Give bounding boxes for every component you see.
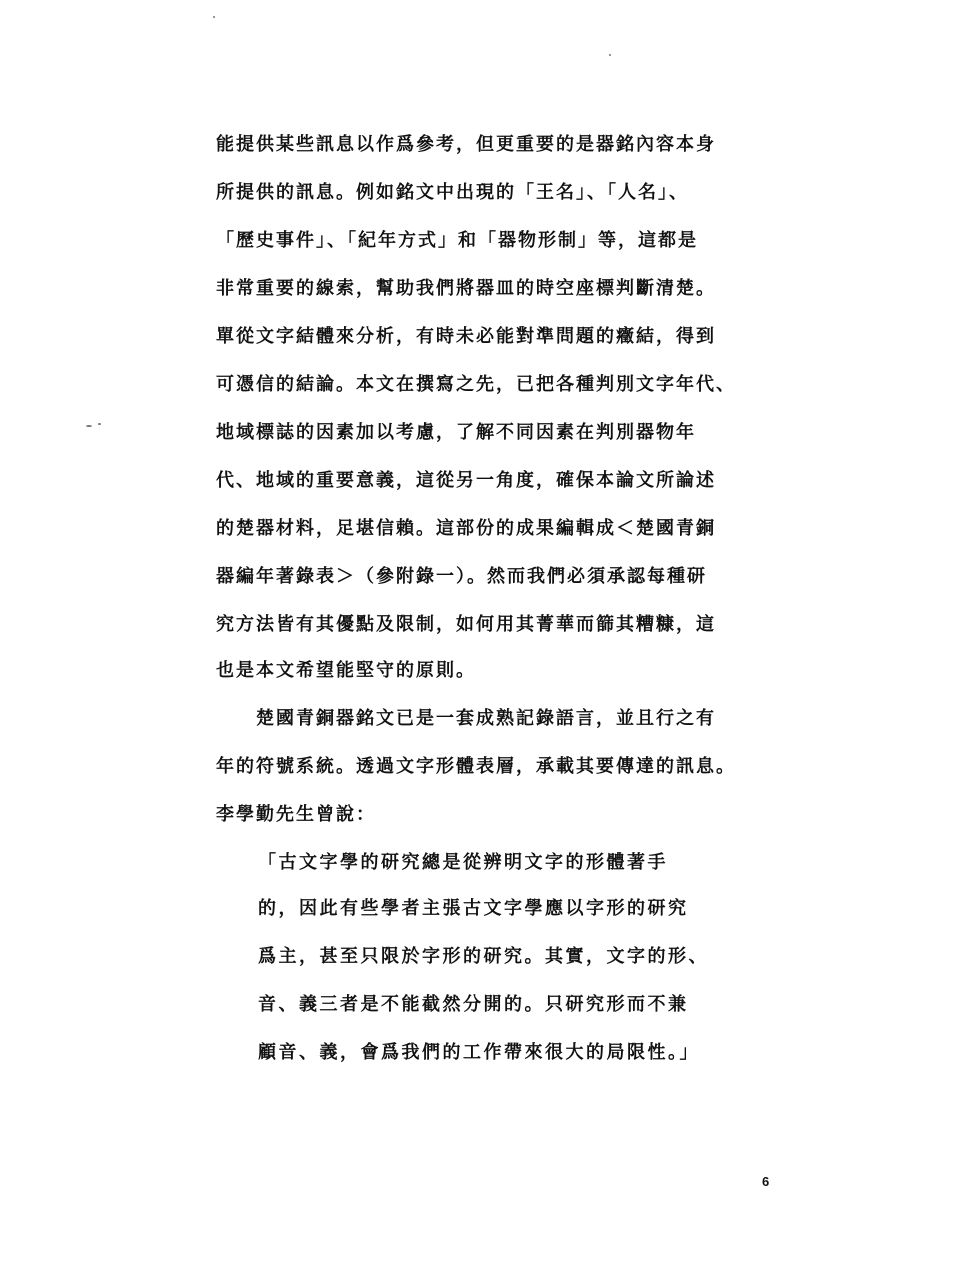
paragraph-line: 器編年著錄表＞（參附錄一）。然而我們必須承認每種研 xyxy=(216,566,707,587)
quote-line: 「古文字學的研究總是從辨明文字的形體著手 xyxy=(258,852,668,873)
quote-line: 的，因此有些學者主張古文字學應以字形的研究 xyxy=(258,898,689,919)
paragraph-line: 究方法皆有其優點及限制，如何用其菁華而篩其糟糠，這 xyxy=(216,614,716,635)
page-number: 6 xyxy=(762,1174,770,1189)
scan-speck xyxy=(98,423,101,425)
paragraph-line: 楚國青銅器銘文已是一套成熟記錄語言，並且行之有 xyxy=(256,708,716,729)
quote-line: 爲主，甚至只限於字形的研究。其實，文字的形、 xyxy=(258,946,709,967)
paragraph-line: 可憑信的結論。本文在撰寫之先，已把各種判別文字年代、 xyxy=(216,374,736,395)
paragraph-line: 的楚器材料，足堪信賴。這部份的成果編輯成＜楚國青銅 xyxy=(216,518,716,539)
paragraph-line: 所提供的訊息。例如銘文中出現的「王名」、「人名」、 xyxy=(216,182,689,203)
scan-speck xyxy=(609,54,611,56)
paragraph-line: 能提供某些訊息以作爲參考，但更重要的是器銘內容本身 xyxy=(216,134,716,155)
paragraph-line: 「歷史事件」、「紀年方式」和「器物形制」等，這都是 xyxy=(216,230,698,251)
paragraph-line: 年的符號系統。透過文字形體表層，承載其要傳達的訊息。 xyxy=(216,756,736,777)
paragraph-line: 單從文字結體來分析，有時未必能對準問題的癥結，得到 xyxy=(216,326,716,347)
paragraph-line: 代、地域的重要意義，這從另一角度，確保本論文所論述 xyxy=(216,470,716,491)
paragraph-line: 地域標誌的因素加以考慮，了解不同因素在判別器物年 xyxy=(216,422,696,443)
quote-line: 音、義三者是不能截然分開的。只研究形而不兼 xyxy=(258,994,689,1015)
scan-speck xyxy=(213,16,215,18)
scan-speck xyxy=(86,425,92,427)
paragraph-line: 非常重要的線索，幫助我們將器皿的時空座標判斷清楚。 xyxy=(216,278,716,299)
paragraph-line: 也是本文希望能堅守的原則。 xyxy=(216,660,476,681)
quote-line: 顧音、義，會爲我們的工作帶來很大的局限性。」 xyxy=(258,1042,700,1063)
paragraph-line: 李學勤先生曾說： xyxy=(216,804,376,825)
